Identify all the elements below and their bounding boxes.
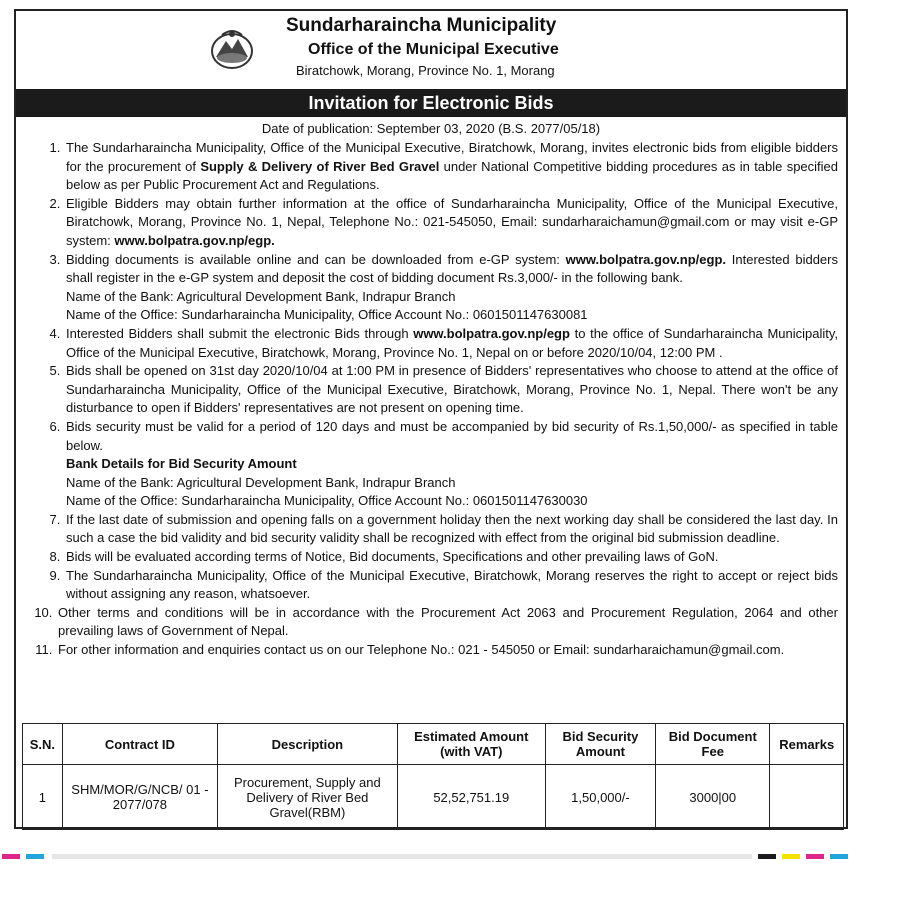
notice-item	[64, 567, 838, 604]
cell-sn: 1	[23, 765, 63, 830]
cell-description: Procurement, Supply and Delivery of River Bed Gravel(RBM)	[218, 765, 398, 830]
header-bid-security: Bid Security Amount	[545, 724, 655, 765]
notice-item-text: under National Competitive bidding procedures as in table specified below as per Public Procurement Act and Regulations.	[66, 158, 838, 193]
notice-item-text: Other terms and conditions will be in accordance with the Procurement Act 2063 and Procurement Regulation, 2064 and other prevailing laws of Government of Nepal.	[58, 604, 838, 639]
notice-detail-line: Name of the Bank: Agricultural Development Bank, Indrapur Branch	[66, 288, 456, 304]
org-name: Sundarharaincha Municipality	[286, 15, 557, 36]
notice-body	[28, 139, 838, 660]
notice-item	[64, 362, 838, 418]
cell-estimated-amount: 52,52,751.19	[397, 765, 545, 830]
notice-item	[64, 325, 838, 362]
notice-item-text: Bids security must be valid for a period of 120 days and must be accompanied by bid security of Rs.1,50,000/- as specified in table below.	[66, 418, 838, 453]
notice-item-emphasis: www.bolpatra.gov.np/egp	[413, 325, 570, 341]
notice-item-text: Bidding documents is available online and can be downloaded from e-GP system:	[66, 251, 566, 267]
notice-title: Invitation for Electronic Bids	[16, 89, 846, 117]
notice-detail-line: Name of the Bank: Agricultural Development Bank, Indrapur Branch	[66, 474, 456, 490]
magenta-swatch-right	[806, 854, 824, 859]
header-bid-document-fee: Bid Document Fee	[656, 724, 770, 765]
notice-item-text: Bids shall be opened on 31st day 2020/10/04 at 1:00 PM in presence of Bidders' representatives who choose to attend at the office of Sundarharaincha Municipality, Office of the Municipal Executive, Biratchowk, Morang, Province No. 1, Nepal. There won't be any disturbance to open if Bidders' representatives are not present on opening time.	[66, 363, 838, 416]
notice-item	[64, 418, 838, 511]
notice-item-emphasis: www.bolpatra.gov.np/egp.	[114, 232, 275, 248]
notice-frame	[14, 9, 848, 829]
table-row	[23, 765, 844, 830]
black-swatch	[758, 854, 776, 859]
header-estimated-amount: Estimated Amount (with VAT)	[397, 724, 545, 765]
notice-item	[56, 604, 838, 641]
publication-date: Date of publication: September 03, 2020 (B.S. 2077/05/18)	[261, 121, 601, 136]
notice-item-emphasis: Supply & Delivery of River Bed Gravel	[200, 158, 440, 174]
notice-item-text: Interested bidders shall register in the e-GP system and deposit the cost of bidding document Rs.3,000/- in the following bank.	[66, 251, 838, 286]
notice-subheading: Bank Details for Bid Security Amount	[66, 456, 297, 472]
table-header-row	[23, 724, 844, 765]
notice-item	[64, 548, 838, 567]
cyan-swatch	[26, 854, 44, 859]
org-address: Biratchowk, Morang, Province No. 1, Morang	[296, 63, 555, 78]
notice-item	[64, 511, 838, 548]
header-remarks: Remarks	[770, 724, 844, 765]
notice-item	[64, 251, 838, 325]
notice-item-text: The Sundarharaincha Municipality, Office of the Municipal Executive, Biratchowk, Morang, invites electronic bids from eligible bidders for the procurement of	[66, 140, 838, 174]
notice-item-text: For other information and enquiries contact us on our Telephone No.: 021 - 545050 or Email: sundarharaichamun@gmail.com.	[58, 642, 785, 658]
header-sn: S.N.	[23, 724, 63, 765]
yellow-swatch	[782, 854, 800, 859]
notice-item-text: to the office of Sundarharaincha Municipality, Office of the Municipal Executive, Biratchowk, Morang, Province No. 1, Nepal on or before 2020/10/04, 12:00 PM .	[66, 325, 838, 360]
office-name: Office of the Municipal Executive	[308, 41, 559, 58]
cell-contract-id: SHM/MOR/G/NCB/ 01 - 2077/078	[62, 765, 217, 830]
notice-item-text: The Sundarharaincha Municipality, Office of the Municipal Executive, Biratchowk, Morang reserves the right to accept or reject bids without assigning any reason, whatsoever.	[66, 567, 838, 602]
header-description: Description	[218, 724, 398, 765]
cell-bid-document-fee: 3000|00	[656, 765, 770, 830]
cell-bid-security: 1,50,000/-	[545, 765, 655, 830]
notice-item-text: Interested Bidders shall submit the electronic Bids through	[66, 325, 414, 341]
notice-item-text: Eligible Bidders may obtain further information at the office of Sundarharaincha Municipality, Office of the Municipal Executive, Biratchowk, Morang, Province No. 1, Nepal, Telephone No.: 021-545050, Email: sundarharaichamun@gmail.com or may visit e-GP system:	[66, 195, 838, 248]
header-contract-id: Contract ID	[62, 724, 217, 765]
bid-details-table	[22, 723, 844, 830]
notice-header	[16, 11, 846, 89]
cyan-swatch-right	[830, 854, 848, 859]
notice-item-text: Bids will be evaluated according terms of Notice, Bid documents, Specifications and other prevailing laws of GoN.	[66, 549, 719, 565]
notice-item-text: If the last date of submission and opening falls on a government holiday then the next working day shall be considered the last day. In such a case the bid validity and bid security validity shall be recognized with effect from the original bid submission deadline.	[66, 511, 838, 546]
notice-item	[56, 641, 838, 660]
magenta-swatch	[2, 854, 20, 859]
print-color-strip	[0, 854, 900, 859]
notice-item	[64, 139, 838, 195]
gray-rule	[52, 854, 752, 859]
notice-detail-line: Name of the Office: Sundarharaincha Municipality, Office Account No.: 0601501147630081	[66, 307, 588, 323]
notice-detail-line: Name of the Office: Sundarharaincha Municipality, Office Account No.: 0601501147630030	[66, 493, 588, 509]
nepal-emblem-icon	[208, 27, 256, 71]
notice-item-emphasis: www.bolpatra.gov.np/egp.	[565, 251, 726, 267]
notice-items-list	[28, 139, 838, 660]
cell-remarks	[770, 765, 844, 830]
notice-item	[64, 195, 838, 251]
